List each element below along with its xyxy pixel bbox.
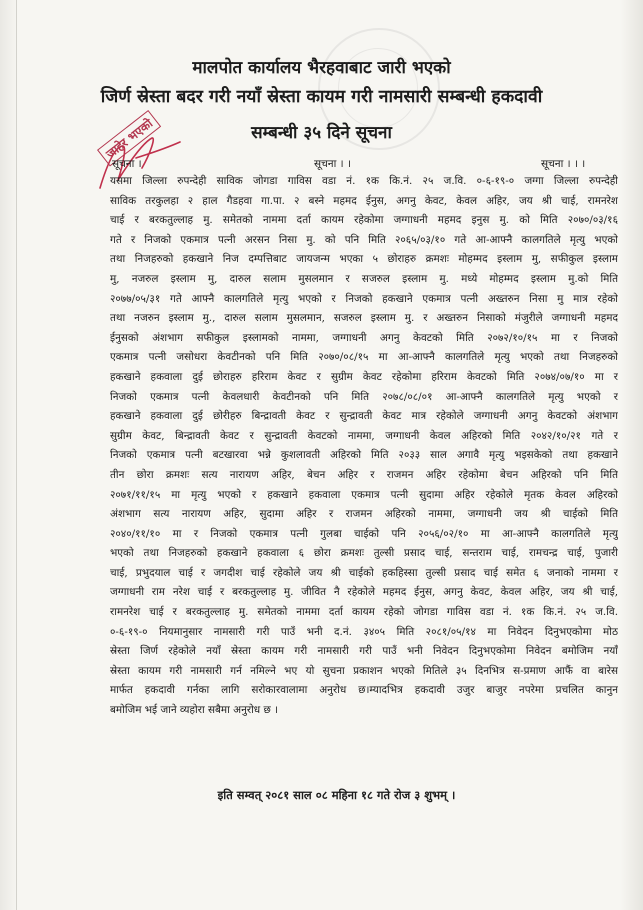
body-line: निजको एकमात्र पत्नी केवलधारी केवटीनको पनि मिति २०७८/०८/०१ आ-आफ्नै कालगतिले मृत्यु भएको र bbox=[110, 390, 618, 403]
closing-date-line: इति सम्वत् २०८१ साल ०८ महिना १८ गते रोज ३ शुभम् । bbox=[217, 788, 456, 802]
body-line: २०७१/११/१५ मा मृत्यु भएको र हकखाने हकवाला एकमात्र पत्नी सुदामा अहिर रहेकोले मृतक केवल अहिरको bbox=[110, 488, 618, 501]
body-line: २०७७/०५/३१ गते आफ्नै कालगतिले मृत्यु भएको र निजको हकखाने एकमात्र पत्नी अख्तरुन निसा मु मात्र रहेको bbox=[110, 292, 618, 305]
notice-labels bbox=[0, 157, 643, 173]
notice-label-3: सूचना । । । bbox=[541, 158, 586, 170]
body-line: चाई र बरकतुल्लाह मु. समेतको नाममा दर्ता कायम रहेकोमा जग्गाधनी महमद इनुस मु. को मिति २०७०/०३/१६ bbox=[110, 214, 618, 227]
body-line: ०-६-१९-० नियमानुसार नामसारी गरी पाउँ भनी द.नं. ३४०५ मिति २०८१/०५/१४ मा निवेदन दिनुभएकोमा मोठ bbox=[110, 625, 618, 638]
body-line: सुग्रीम केवट, बिन्द्रावती केवट र सुन्द्रावती केवटको नाममा, जग्गाधनी केवल अहिरको मिति २०४२/१०/२१ गते र bbox=[110, 429, 618, 442]
body-line: मार्फत हकदावी गर्नका लागि सरोकारवालामा अनुरोध छ।म्यादभित्र हकदावी उजुर बाजुर नपरेमा प्रचलित कानुन bbox=[110, 684, 618, 697]
body-line: चाई, प्रभुदयाल चाई र जगदीश चाई रहेकोले जय श्री चाईको हकहिस्सा तुल्सी प्रसाद चाई समेत ६ जनाको नाममा र bbox=[110, 566, 618, 579]
title-line-2: जिर्ण स्रेस्ता बदर गरी नयाँ स्रेस्ता कायम गरी नामसारी सम्बन्धी हकदावी bbox=[100, 87, 543, 107]
body-line: अंशभाग सत्य नारायण अहिर, सुदामा अहिर र राजमन अहिरको नाममा, जग्गाधनी जय श्री चाईको मिति bbox=[110, 508, 618, 521]
body-line: तथा निजहरुको हकखाने निज दम्पत्तिबाट जायजन्म भएका ५ छोराहरु क्रमशः मोहम्मद इस्लाम मु, सफीकुल इस्लाम bbox=[110, 253, 618, 266]
title-line-1: मालपोत कार्यालय भैरहवाबाट जारी भएको bbox=[192, 58, 451, 78]
notice-body bbox=[110, 172, 618, 721]
body-line: निजको एकमात्र पत्नी बटखारवा भन्ने कुशलावती अहिरको मिति २०३३ साल अगावै मृत्यु भइसकेको तथा हकखाने bbox=[110, 449, 618, 462]
body-line: एकमात्र पत्नी जसोधरा केवटीनको पनि मिति २०७०/०८/१५ मा आ-आफ्नै कालगतिले मृत्यु भएको तथा निजहरुको bbox=[110, 351, 618, 364]
received-stamp: जाहेर भएको bbox=[97, 110, 161, 166]
body-line: स्रेस्ता कायम गरी नामसारी गर्न नमिल्ने भए यो सुचना प्रकाशन भएको मितिले ३५ दिनभित्र स-प्रमाण आफैं वा बारेस bbox=[110, 664, 618, 677]
body-line: हकखाने हकवाला दुई छोरीहरु बिन्द्रावती केवट र सुन्द्रावती केवट मात्र रहेकोले जग्गाधनी अगनु केवटको अंशभाग bbox=[110, 410, 618, 423]
body-line: २०४०/११/१० मा र निजको एकमात्र पत्नी गुलबा चाईको पनि २०५६/०२/१० मा आ-आफ्नै कालगतिले मृत्यु bbox=[110, 527, 618, 540]
body-line: बमोजिम भई जाने व्यहोरा सबैमा अनुरोध छ । bbox=[110, 704, 278, 717]
body-line: गते र निजको एकमात्र पत्नी अरसन निसा मु. को पनि मिति २०६५/०३/१० गते आ-आफ्नै कालगतिले मृत्यु भएको bbox=[110, 233, 618, 246]
body-line: मु, नजरुल इस्लाम मु, दारुल सलाम मुसलमान र सजरुल इस्लाम मु. मध्ये मोहम्मद इस्लाम मु.को मिति bbox=[110, 272, 618, 285]
body-line: रामनरेश चाई र बरकतुल्लाह मु. समेतको नाममा दर्ता कायम रहेको जोगडा गाविस वडा नं. १क कि.नं. २५ ज.वि. bbox=[110, 606, 618, 619]
title-line-3: सम्बन्धी ३५ दिने सूचना bbox=[251, 123, 392, 143]
body-line: भएको तथा निजहरुको हकखाने हकवाला ६ छोरा क्रमशः तुल्सी प्रसाद चाई, सन्तराम चाई, रामचन्द्र चाई, पुजारी bbox=[110, 547, 618, 560]
body-line: तीन छोरा क्रमशः सत्य नारायण अहिर, बेचन अहिर र राजमन अहिर रहेकोमा बेचन अहिरको पनि मिति bbox=[110, 468, 618, 481]
body-line: हकखाने हकवाला दुई छोराहरु हरिराम केवट र सुग्रीम केवट रहेकोमा हरिराम केवटको मिति २०७४/०७/१० मा र bbox=[110, 370, 618, 383]
notice-label-1: सूचना । bbox=[112, 158, 142, 170]
body-line: ईनुसको अंशभाग सफीकुल इस्लामको नाममा, जग्गाधनी अगनु केवटको मिति २०७२/१०/१५ मा र निजको bbox=[110, 331, 618, 344]
body-line: स्रेस्ता जिर्ण रहेकोले नयाँ स्रेस्ता कायम गरी नामसारी गरी पाउँ भनी निवेदन दिनुभएकोमा निवेदन बमोजिम नयाँ bbox=[110, 645, 618, 658]
body-line: तथा नजरुन इस्लाम मु., दारुल सलाम मुसलमान, सजरुल इस्लाम मु. र अख्तरुन निसाको मंजुरीले जग्गाधनी महमद bbox=[110, 312, 618, 325]
body-line: जग्गाधनी राम नरेश चाई र बरकतुल्लाह मु. जीवित नै रहेकोले महमद ईनुस, अगनु केवट, केवल अहिर, जय श्री चाई, bbox=[110, 586, 618, 599]
notice-label-2: सूचना । । bbox=[314, 158, 351, 170]
body-line: यसमा जिल्ला रुपन्देही साविक जोगडा गाविस वडा नं. १क कि.नं. २५ ज.वि. ०-६-१९-० जग्गा जिल्ला रुपन्देही bbox=[110, 175, 618, 187]
body-line: साविक तरकुलहा २ हाल गैडहवा गा.पा. २ बस्ने महमद ईनुस, अगनु केवट, केवल अहिर, जय श्री चाई, रामनरेश bbox=[110, 194, 618, 207]
